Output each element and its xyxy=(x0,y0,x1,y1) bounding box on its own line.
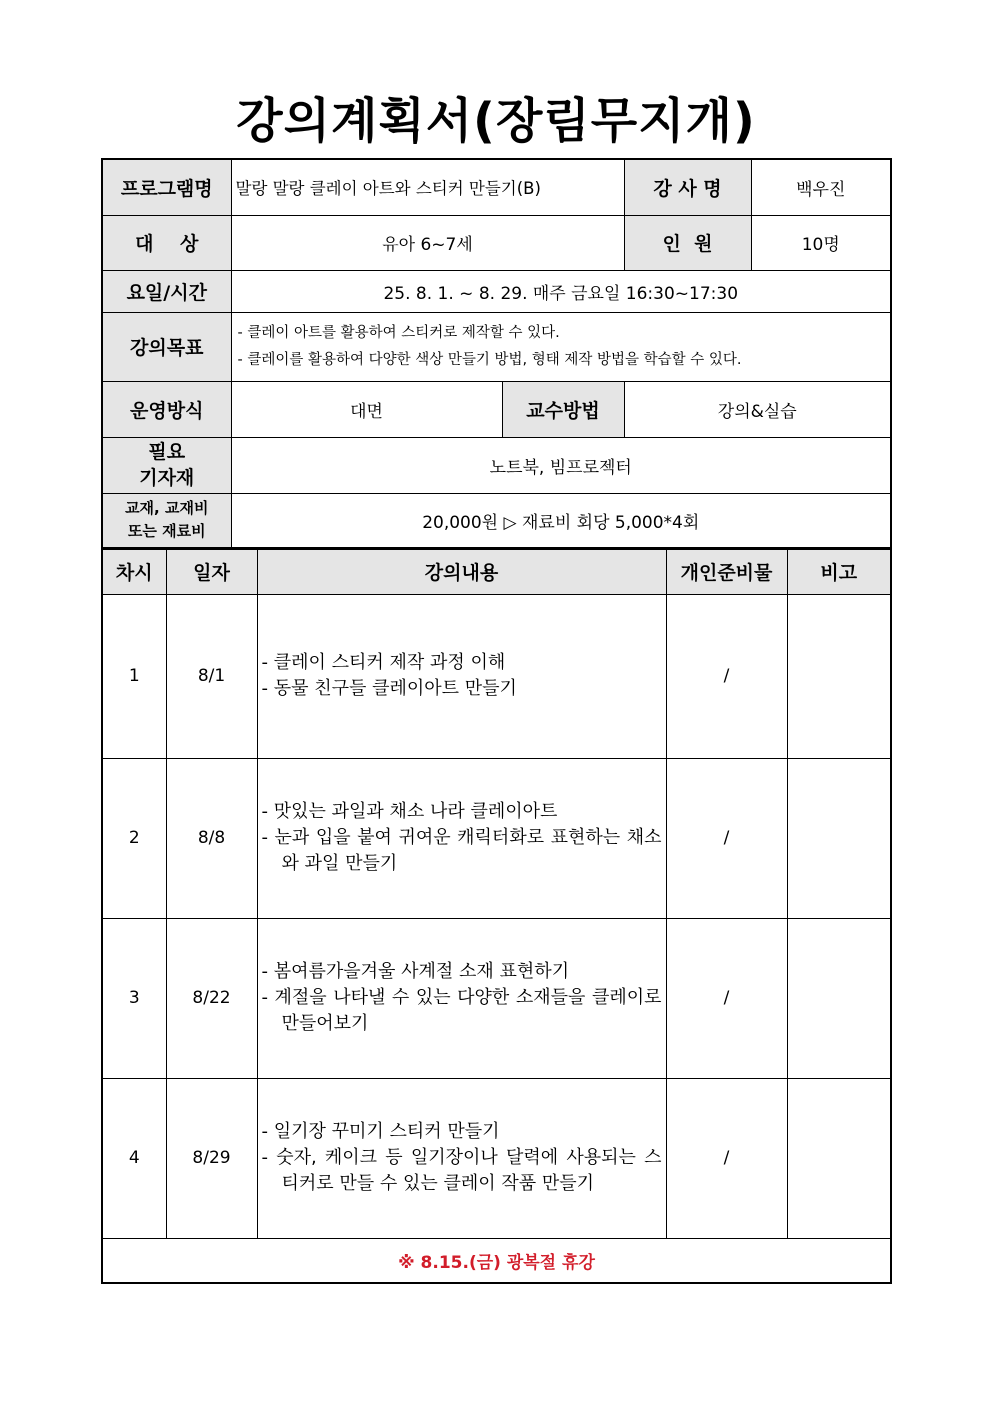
document-title: 강의계획서(장림무지개) xyxy=(236,93,756,149)
content-line: - 눈과 입을 붙여 귀여운 캐릭터화로 표현하는 채소와 과일 만들기 xyxy=(261,827,662,874)
goal-list xyxy=(231,312,891,381)
table-row xyxy=(102,918,891,1078)
session-number: 4 xyxy=(102,1078,166,1238)
material-label-line: 또는 재료비 xyxy=(127,522,206,541)
session-prep: / xyxy=(666,758,787,918)
content-line: - 봄여름가을겨울 사계절 소재 표현하기 xyxy=(261,961,570,982)
session-date: 8/8 xyxy=(166,758,257,918)
session-content xyxy=(257,758,666,918)
header-session: 차시 xyxy=(102,549,166,594)
holiday-notice: ※ 8.15.(금) 광복절 휴강 xyxy=(102,1238,891,1283)
session-date: 8/29 xyxy=(166,1078,257,1238)
operation-label: 운영방식 xyxy=(102,381,231,437)
session-date: 8/22 xyxy=(166,918,257,1078)
equipment-label-line: 기자재 xyxy=(139,467,195,489)
headcount-label: 인 원 xyxy=(624,215,751,270)
header-date: 일자 xyxy=(166,549,257,594)
header-prep: 개인준비물 xyxy=(666,549,787,594)
instructor-label: 강 사 명 xyxy=(624,159,751,215)
session-content xyxy=(257,1078,666,1238)
session-note xyxy=(787,918,891,1078)
session-note xyxy=(787,594,891,758)
session-number: 2 xyxy=(102,758,166,918)
content-line: - 일기장 꾸미기 스티커 만들기 xyxy=(261,1121,500,1142)
session-content xyxy=(257,918,666,1078)
teaching-method-value: 강의&실습 xyxy=(624,381,891,437)
goal-item: - 클레이 아트를 활용하여 스티커로 제작할 수 있다. xyxy=(237,324,560,341)
equipment-label xyxy=(102,437,231,493)
session-prep: / xyxy=(666,918,787,1078)
target-label: 대 상 xyxy=(102,215,231,270)
program-name-label: 프로그램명 xyxy=(102,159,231,215)
content-line: - 동물 친구들 클레이아트 만들기 xyxy=(261,678,517,699)
header-note: 비고 xyxy=(787,549,891,594)
equipment-value: 노트북, 빔프로젝터 xyxy=(231,437,891,493)
goal-item: - 클레이를 활용하여 다양한 색상 만들기 방법, 형태 제작 방법을 학습할 수 있다. xyxy=(237,351,742,368)
session-content xyxy=(257,594,666,758)
equipment-label-line: 필요 xyxy=(148,441,186,463)
instructor-value: 백우진 xyxy=(751,159,891,215)
session-schedule-table xyxy=(101,548,892,1284)
session-note xyxy=(787,758,891,918)
operation-value: 대면 xyxy=(231,381,502,437)
session-date: 8/1 xyxy=(166,594,257,758)
schedule-label: 요일/시간 xyxy=(102,270,231,312)
program-name-value: 말랑 말랑 클레이 아트와 스티커 만들기(B) xyxy=(231,159,624,215)
target-value: 유아 6~7세 xyxy=(231,215,624,270)
teaching-method-label: 교수방법 xyxy=(502,381,624,437)
headcount-value: 10명 xyxy=(751,215,891,270)
content-line: - 계절을 나타낼 수 있는 다양한 소재들을 클레이로 만들어보기 xyxy=(261,987,662,1034)
material-label xyxy=(102,493,231,548)
goal-label: 강의목표 xyxy=(102,312,231,381)
content-line: - 숫자, 케이크 등 일기장이나 달력에 사용되는 스티커로 만들 수 있는 클레이 작품 만들기 xyxy=(261,1147,662,1194)
header-content: 강의내용 xyxy=(257,549,666,594)
table-row xyxy=(102,594,891,758)
content-line: - 맛있는 과일과 채소 나라 클레이아트 xyxy=(261,801,558,822)
program-info-table xyxy=(101,158,892,549)
session-note xyxy=(787,1078,891,1238)
session-number: 1 xyxy=(102,594,166,758)
session-number: 3 xyxy=(102,918,166,1078)
schedule-value: 25. 8. 1. ~ 8. 29. 매주 금요일 16:30~17:30 xyxy=(231,270,891,312)
material-label-line: 교재, 교재비 xyxy=(125,499,209,518)
session-prep: / xyxy=(666,1078,787,1238)
table-row xyxy=(102,758,891,918)
table-row xyxy=(102,1078,891,1238)
content-line: - 클레이 스티커 제작 과정 이해 xyxy=(261,652,506,673)
session-prep: / xyxy=(666,594,787,758)
material-value: 20,000원 ▷ 재료비 회당 5,000*4회 xyxy=(231,493,891,548)
